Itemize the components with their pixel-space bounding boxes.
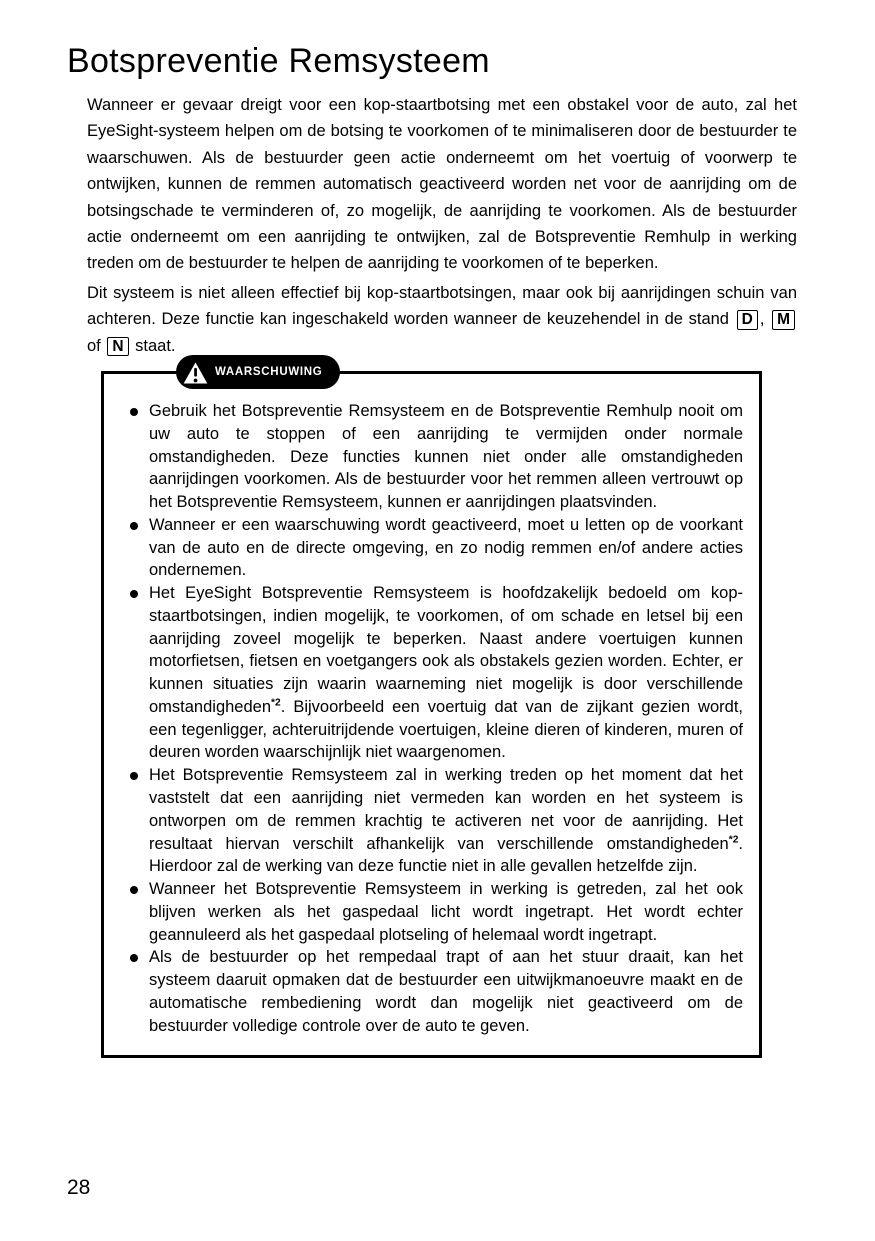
warning-badge [176, 355, 340, 389]
warning-triangle-icon [181, 359, 210, 386]
page-number: 28 [67, 1176, 91, 1199]
page-title: Botspreventie Remsysteem [67, 42, 490, 80]
warning-list-item: Wanneer het Botspreventie Remsysteem in werking is getreden, zal het ook blijven werken als het gaspedaal licht wordt ingetrapt. Het wordt echter geannuleerd als het gaspedaal plotseling of helemaal wordt ingetrapt. [149, 878, 743, 946]
gear-position-key-m: M [772, 310, 795, 330]
warning-list [104, 374, 759, 1055]
footnote-ref: *2 [271, 697, 281, 709]
gear-position-key-n: N [107, 337, 128, 357]
warning-list-item: Gebruik het Botspreventie Remsysteem en de Botspreventie Remhulp nooit om uw auto te stoppen of een aanrijding te vermijden onder normale omstandigheden. Deze functies kunnen niet onder alle omstandigheden aanrijdingen voorkomen. Als de bestuurder voor het remmen alleen vertrouwt op het Botspreventie Remsysteem, kunnen er aanrijdingen plaatsvinden. [149, 400, 743, 514]
warning-box [101, 366, 762, 1058]
intro-section [87, 92, 797, 362]
warning-list-item: Het EyeSight Botspreventie Remsysteem is hoofdzakelijk bedoeld om kop-staartbotsingen, indien mogelijk, te voorkomen, of om schade en letsel bij een aanrijding zoveel mogelijk te beperken. Naast andere voertuigen kunnen motorfietsen, fietsen en voetgangers ook als obstakels gezien worden. Echter, er kunnen situaties zijn waarin waarneming niet mogelijk is door verschillende omstandigheden$^{*2}$. Bijvoorbeeld een voertuig dat van de zijkant gezien wordt, een tegenligger, achteruitrijdende voertuigen, kleine dieren of kinderen, muren of deuren worden waarschijnlijk niet waargenomen. [149, 582, 743, 764]
gear-position-key-d: D [737, 310, 758, 330]
footnote-ref: *2 [728, 834, 739, 846]
warning-list-item: Wanneer er een waarschuwing wordt geactiveerd, moet u letten op de voorkant van de auto en de directe omgeving, en zo nodig remmen en/of andere acties ondernemen. [149, 514, 743, 582]
intro-paragraph-1: Wanneer er gevaar dreigt voor een kop-staartbotsing met een obstakel voor de auto, zal het EyeSight-systeem helpen om de botsing te voorkomen of te minimaliseren door de bestuurder te waarschuwen. Als de bestuurder geen actie onderneemt om het voertuig of voorwerp te ontwijken, kunnen de remmen automatisch geactiveerd worden net voor de aanrijding om de botsingschade te verminderen of, zo mogelijk, de aanrijding te voorkomen. Als de bestuurder actie onderneemt om een aanrijding te ontwijken, zal de Botspreventie Remhulp in werking treden om de bestuurder te helpen de aanrijding te voorkomen of te beperken. [87, 96, 797, 273]
warning-badge-label: WAARSCHUWING [215, 366, 323, 378]
warning-list-item: Het Botspreventie Remsysteem zal in werking treden op het moment dat het vaststelt dat een aanrijding niet vermeden kan worden en het systeem is ontworpen om de remmen krachtig te activeren net voor de aanrijding. Het resultaat hiervan verschilt afhankelijk van verschillende omstandigheden$^{*2}$. Hierdoor zal de werking van deze functie niet in alle gevallen hetzelfde zijn. [149, 764, 743, 878]
intro-paragraph-2: Dit systeem is niet alleen effectief bij kop-staartbotsingen, maar ook bij aanrijdingen schuin van achteren. Deze functie kan ingeschakeld worden wanneer de keuzehendel in de stand D , M of N staat. [87, 283, 797, 355]
warning-list-item: Als de bestuurder op het rempedaal trapt of aan het stuur draait, kan het systeem daaruit opmaken dat de bestuurder een uitwijkmanoeuvre maakt en de automatische rembediening wordt dan mogelijk niet geactiveerd om de bestuurder volledige controle over de auto te geven. [149, 946, 743, 1037]
